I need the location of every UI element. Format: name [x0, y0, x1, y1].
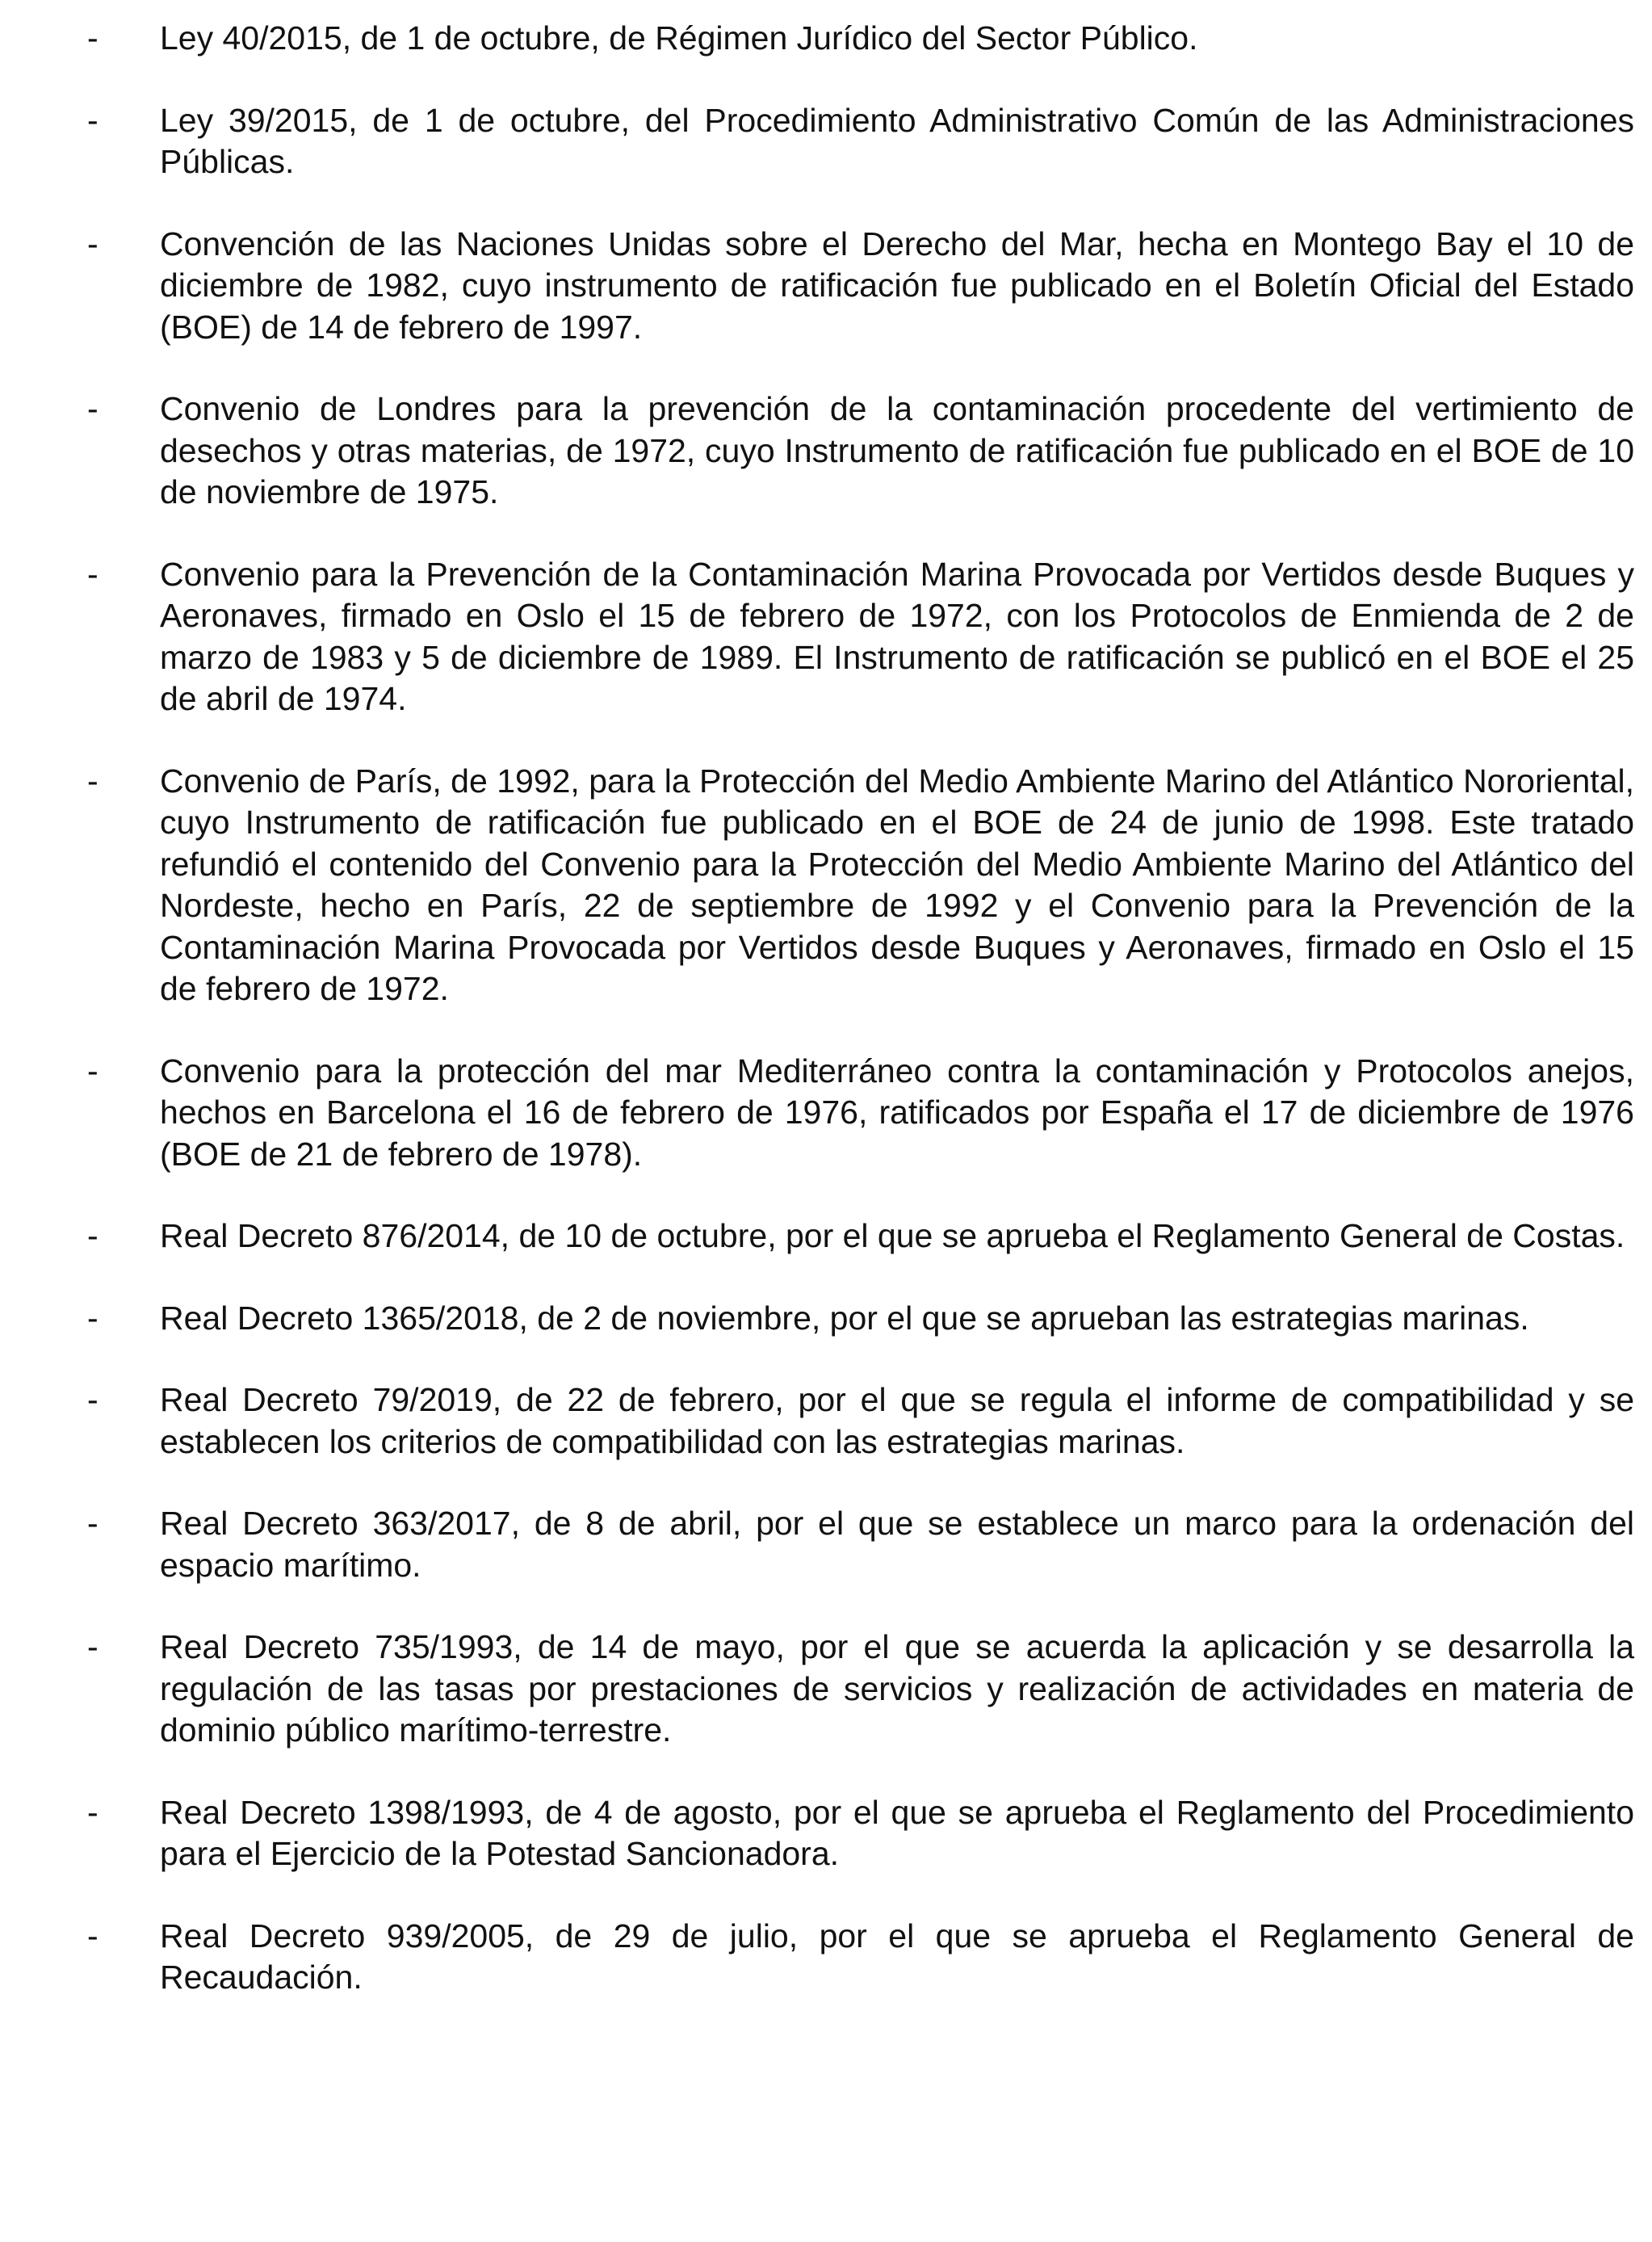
- list-item: [87, 18, 1634, 60]
- list-bullet: -: [87, 101, 99, 139]
- list-item: [87, 761, 1634, 1010]
- list-item-text: Ley 39/2015, de 1 de octubre, del Procedimiento Administrativo Común de las Administraciones Públicas.: [160, 101, 1634, 180]
- list-bullet: -: [87, 762, 99, 800]
- list-bullet: -: [87, 1052, 99, 1090]
- list-item-text: Convenio para la protección del mar Mediterráneo contra la contaminación y Protocolos anejos, hechos en Barcelona el 16 de febrero de 1976, ratificados por España el 17 de diciembre de 1976 (BOE de 21 de febrero de 1978).: [160, 1052, 1634, 1173]
- list-item-text: Real Decreto 79/2019, de 22 de febrero, por el que se regula el informe de compatibilidad y se establecen los criterios de compatibilidad con las estrategias marinas.: [160, 1381, 1634, 1460]
- list-bullet: -: [87, 390, 99, 427]
- list-item: [87, 100, 1634, 183]
- list-item-text: Real Decreto 1365/2018, de 2 de noviembre, por el que se aprueban las estrategias marinas.: [160, 1299, 1529, 1337]
- list-bullet: -: [87, 1793, 99, 1831]
- list-item: [87, 1051, 1634, 1176]
- list-bullet: -: [87, 19, 99, 57]
- list-item: [87, 1298, 1634, 1340]
- list-item: [87, 1916, 1634, 1999]
- list-item-text: Convenio de Londres para la prevención de la contaminación procedente del vertimiento de desechos y otras materias, de 1972, cuyo Instrumento de ratificación fue publicado en el BOE de 10 de noviembre de 1975.: [160, 390, 1634, 510]
- list-bullet: -: [87, 1299, 99, 1337]
- list-item: [87, 554, 1634, 720]
- list-item: [87, 1503, 1634, 1586]
- list-bullet: -: [87, 555, 99, 593]
- list-bullet: -: [87, 1505, 99, 1542]
- list-item: [87, 388, 1634, 514]
- list-bullet: -: [87, 1217, 99, 1254]
- list-item: [87, 1792, 1634, 1875]
- list-item: [87, 1379, 1634, 1463]
- list-item-text: Convención de las Naciones Unidas sobre el Derecho del Mar, hecha en Montego Bay el 10 de diciembre de 1982, cuyo instrumento de ratificación fue publicado en el Boletín Oficial del Estado (BOE) de 14 de febrero de 1997.: [160, 225, 1634, 346]
- list-item-text: Convenio de París, de 1992, para la Protección del Medio Ambiente Marino del Atlántico Nororiental, cuyo Instrumento de ratificación fue publicado en el BOE de 24 de junio de 1998. Este tratado refundió el contenido del Convenio para la Protección del Medio Ambiente Marino del Atlántico del Nordeste, hecho en París, 22 de septiembre de 1992 y el Convenio para la Prevención de la Contaminación Marina Provocada por Vertidos desde Buques y Aeronaves, firmado en Oslo el 15 de febrero de 1972.: [160, 762, 1634, 1007]
- list-item: [87, 1215, 1634, 1257]
- list-item: [87, 224, 1634, 349]
- list-item-text: Convenio para la Prevención de la Contaminación Marina Provocada por Vertidos desde Buques y Aeronaves, firmado en Oslo el 15 de febrero de 1972, con los Protocolos de Enmienda de 2 de marzo de 1983 y 5 de diciembre de 1989. El Instrumento de ratificación se publicó en el BOE el 25 de abril de 1974.: [160, 555, 1634, 717]
- list-bullet: -: [87, 225, 99, 262]
- list-item-text: Real Decreto 1398/1993, de 4 de agosto, por el que se aprueba el Reglamento del Procedimiento para el Ejercicio de la Potestad Sancionadora.: [160, 1793, 1634, 1872]
- legal-references-list: [87, 18, 1634, 2039]
- list-item-text: Ley 40/2015, de 1 de octubre, de Régimen Jurídico del Sector Público.: [160, 19, 1198, 57]
- list-bullet: -: [87, 1381, 99, 1418]
- list-item-text: Real Decreto 876/2014, de 10 de octubre, por el que se aprueba el Reglamento General de Costas.: [160, 1217, 1625, 1254]
- list-bullet: -: [87, 1628, 99, 1665]
- list-bullet: -: [87, 1917, 99, 1954]
- list-item-text: Real Decreto 735/1993, de 14 de mayo, por el que se acuerda la aplicación y se desarrolla la regulación de las tasas por prestaciones de servicios y realización de actividades en materia de dominio público marítimo-terrestre.: [160, 1628, 1634, 1749]
- list-item-text: Real Decreto 939/2005, de 29 de julio, por el que se aprueba el Reglamento General de Recaudación.: [160, 1917, 1634, 1996]
- list-item: [87, 1627, 1634, 1752]
- list-item-text: Real Decreto 363/2017, de 8 de abril, por el que se establece un marco para la ordenación del espacio marítimo.: [160, 1505, 1634, 1584]
